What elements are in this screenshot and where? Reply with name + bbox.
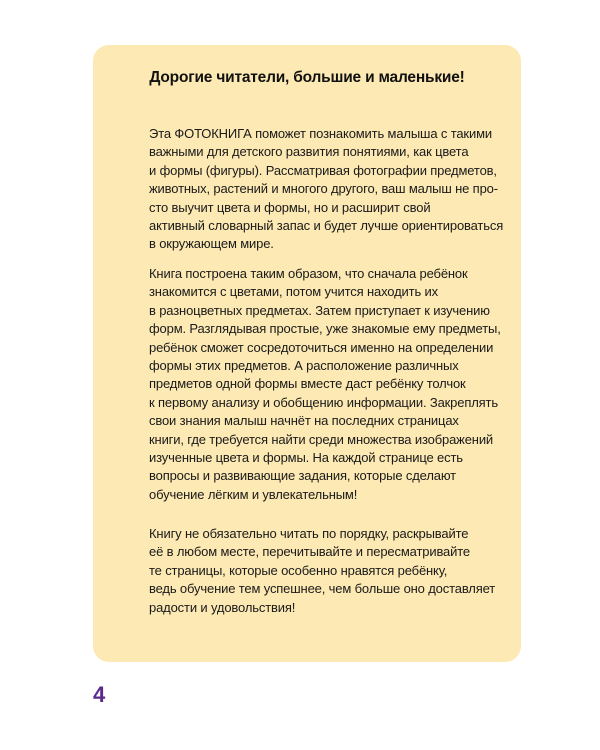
paragraph-line: сто выучит цвета и формы, но и расширит свой <box>149 199 431 215</box>
paragraph-line: форм. Разглядывая простые, уже знакомые ему предметы, <box>149 321 501 337</box>
paragraph-line: Книга построена таким образом, что сначала ребёнок <box>149 266 468 281</box>
paragraph-line: ребёнок сможет сосредоточиться именно на определении <box>149 339 494 355</box>
paragraph-line: радости и удовольствия! <box>149 599 296 615</box>
paragraph-1 <box>149 125 503 254</box>
page-title: Дорогие читатели, большие и маленькие! <box>149 69 465 86</box>
paragraph-line: те страницы, которые особенно нравятся ребёнку, <box>149 562 448 578</box>
text-panel <box>93 45 521 662</box>
paragraph-line: к первому анализу и обобщению информации. Закреплять <box>149 394 498 410</box>
paragraph-line: ведь обучение тем успешнее, чем больше оно доставляет <box>149 581 496 597</box>
paragraph-line: и формы (фигуры). Рассматривая фотографии предметов, <box>149 162 497 178</box>
paragraph-line: активный словарный запас и будет лучше ориентироваться <box>149 218 504 234</box>
paragraph-line: предметов одной формы вместе даст ребёнку толчок <box>149 376 466 392</box>
paragraph-line: Эта ФОТОКНИГА поможет познакомить малыша с такими <box>149 126 492 141</box>
page-number: 4 <box>93 682 106 707</box>
paragraph-line: вопросы и развивающие задания, которые сделают <box>149 468 456 484</box>
paragraph-2 <box>149 265 501 504</box>
paragraph-line: в окружающем мире. <box>149 236 274 252</box>
paragraph-line: её в любом месте, перечитывайте и пересматривайте <box>149 544 470 560</box>
paragraph-line: животных, растений и многого другого, ваш малыш не про- <box>149 181 498 197</box>
paragraph-line: важными для детского развития понятиями, как цвета <box>149 144 469 160</box>
paragraph-line: знакомится с цветами, потом учится находить их <box>149 284 438 300</box>
paragraph-line: свои знания малыш начнёт на последних страницах <box>149 413 459 429</box>
paragraph-line: книги, где требуется найти среди множества изображений <box>149 431 494 447</box>
paragraph-line: обучение лёгким и увлекательным! <box>149 486 358 502</box>
paragraph-line: формы этих предметов. А расположение различных <box>149 358 459 374</box>
paragraph-line: в разноцветных предметах. Затем приступает к изучению <box>149 302 490 318</box>
paragraph-line: Книгу не обязательно читать по порядку, раскрывайте <box>149 526 469 541</box>
paragraph-line: изученные цвета и формы. На каждой странице есть <box>149 450 463 466</box>
paragraph-3 <box>149 525 495 617</box>
